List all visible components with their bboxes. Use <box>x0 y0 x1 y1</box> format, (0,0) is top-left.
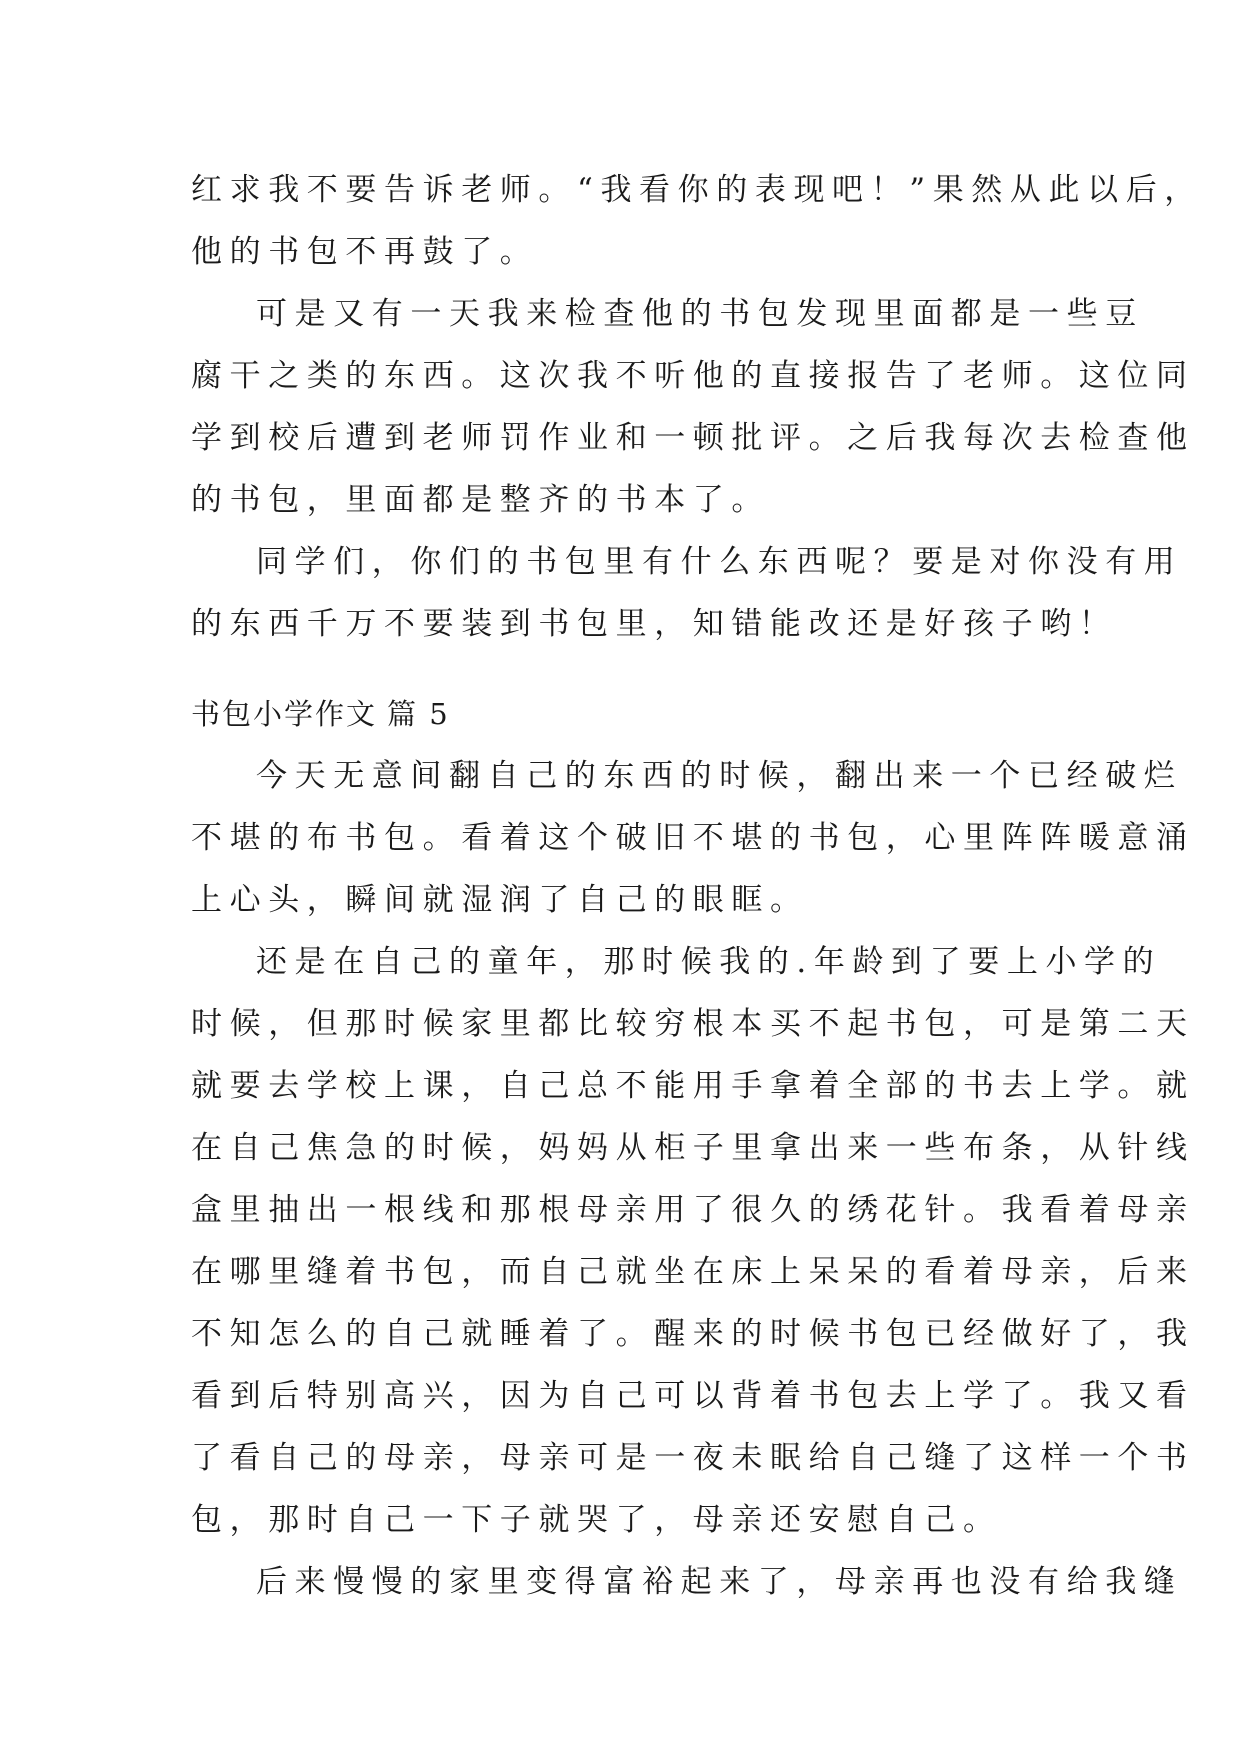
text-line: 在自己焦急的时候，妈妈从柜子里拿出来一些布条，从针线 <box>191 1130 1195 1166</box>
paragraph-start-line: 后来慢慢的家里变得富裕起来了，母亲再也没有给我缝 <box>256 1564 1183 1600</box>
text-line: 看到后特别高兴，因为自己可以背着书包去上学了。我又看 <box>191 1378 1195 1414</box>
section-title: 书包小学作文 <box>191 697 378 731</box>
text-line: 时候，但那时候家里都比较穷根本买不起书包，可是第二天 <box>191 1006 1195 1042</box>
text-line: 腐干之类的东西。这次我不听他的直接报告了老师。这位同 <box>191 358 1195 394</box>
section-heading <box>191 694 450 734</box>
text-line: 盒里抽出一根线和那根母亲用了很久的绣花针。我看着母亲 <box>191 1192 1195 1228</box>
text-line: 学到校后遭到老师罚作业和一顿批评。之后我每次去检查他 <box>191 420 1195 456</box>
paragraph-start-line: 今天无意间翻自己的东西的时候，翻出来一个已经破烂 <box>256 758 1183 794</box>
paragraph-start-line: 同学们，你们的书包里有什么东西呢？要是对你没有用 <box>256 544 1183 580</box>
text-line: 不堪的布书包。看着这个破旧不堪的书包，心里阵阵暖意涌 <box>191 820 1195 856</box>
paragraph-start-line: 还是在自己的童年，那时候我的.年龄到了要上小学的 <box>256 944 1162 980</box>
paragraph-start-line: 可是又有一天我来检查他的书包发现里面都是一些豆 <box>256 296 1144 332</box>
text-line: 的东西千万不要装到书包里，知错能改还是好孩子哟！ <box>191 606 1118 642</box>
text-line: 就要去学校上课，自己总不能用手拿着全部的书去上学。就 <box>191 1068 1195 1104</box>
section-label: 篇 5 <box>387 697 450 731</box>
text-line: 了看自己的母亲，母亲可是一夜未眠给自己缝了这样一个书 <box>191 1440 1195 1476</box>
text-line: 上心头，瞬间就湿润了自己的眼眶。 <box>191 882 809 918</box>
text-line: 的书包，里面都是整齐的书本了。 <box>191 482 770 518</box>
text-line: 不知怎么的自己就睡着了。醒来的时候书包已经做好了，我 <box>191 1316 1195 1352</box>
text-line: 他的书包不再鼓了。 <box>191 234 539 270</box>
text-line: 红求我不要告诉老师。“我看你的表现吧！”果然从此以后， <box>191 172 1203 208</box>
text-line: 在哪里缝着书包，而自己就坐在床上呆呆的看着母亲，后来 <box>191 1254 1195 1290</box>
text-line: 包，那时自己一下子就哭了，母亲还安慰自己。 <box>191 1502 1002 1538</box>
